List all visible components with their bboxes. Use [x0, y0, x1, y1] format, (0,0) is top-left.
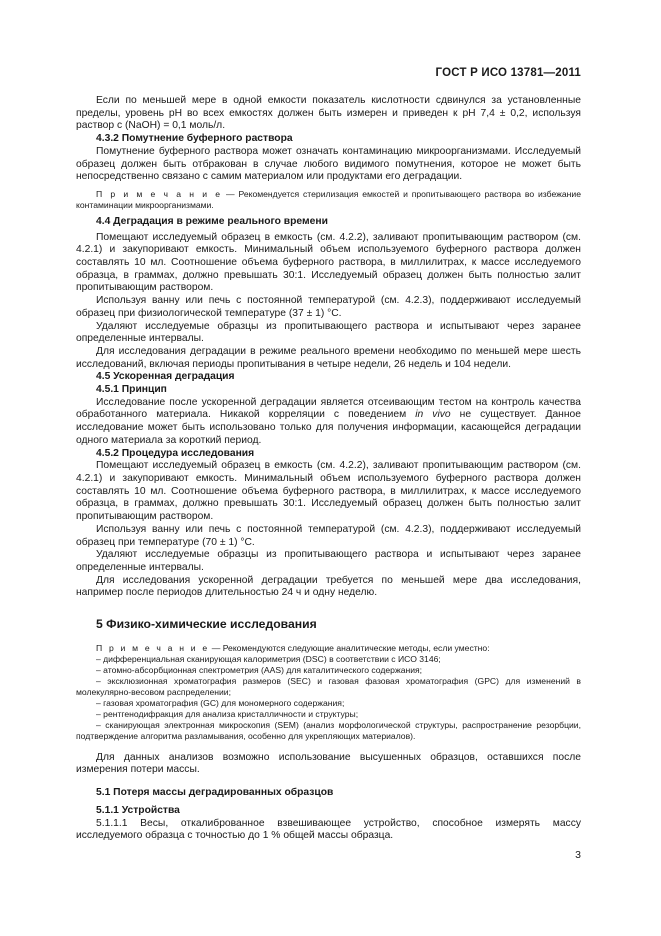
list-item: – атомно-абсорбционная спектрометрия (AAS) для каталитического содержания;: [96, 664, 423, 675]
note-label: П р и м е ч а н и е: [96, 188, 223, 199]
list-item: – дифференциальная сканирующая калориметрия (DSC) в соответствии с ИСО 3146;: [96, 653, 441, 664]
paragraph: Используя ванну или печь с постоянной температурой (см. 4.2.3), поддерживают исследуемый образец при температуре (70 ± 1) °C.: [76, 523, 581, 548]
paragraph: Для данных анализов возможно использование высушенных образцов, оставшихся после измерения потери массы.: [76, 751, 581, 776]
list-item: – рентгенодифракция для анализа кристалличности и структуры;: [96, 708, 359, 719]
section-heading-5-1: 5.1 Потеря массы деградированных образцов: [96, 787, 334, 799]
paragraph: Удаляют исследуемые образцы из пропитывающего раствора и испытывают через заранее определенные интервалы.: [76, 549, 581, 573]
paragraph: [76, 397, 581, 448]
note-text: — Рекомендуется стерилизация емкостей и пропитывающего раствора во избежание контаминации микроорганизмами.: [76, 188, 581, 210]
paragraph-italic: in vivo: [415, 409, 451, 421]
section-heading-4-5-1: 4.5.1 Принцип: [96, 384, 167, 396]
section-heading-5: 5 Физико-химические исследования: [96, 617, 317, 632]
note: [76, 189, 581, 211]
paragraph: Используя ванну или печь с постоянной температурой (см. 4.2.3), поддерживают исследуемый образец при физиологической температуре (37 ± 1) °C.: [76, 295, 581, 319]
note-text: — Рекомендуются следующие аналитические методы, если уместно:: [209, 642, 490, 653]
paragraph: Помещают исследуемый образец в емкость (см. 4.2.2), заливают пропитывающим раствором (см. 4.2.1) и закупоривают емкость. Минимальный объем используемого буферного раствора должен составлять 10 мл. Соотношение объема буферного раствора, в миллилитрах, к массе исследуемого образца, в граммах, должно превышать 30:1. Исследуемый образец должен быть полностью залит пропитывающим раствором.: [76, 460, 581, 523]
section-heading-4-4: 4.4 Деградация в режиме реального времени: [96, 215, 328, 227]
list-item: – сканирующая электронная микроскопия (SEM) (анализ морфологической структуры, распространение резорбции, подтверждение алгоритма разламывания, особенно для укрепляющих материалов).: [76, 719, 581, 741]
note-label: П р и м е ч а н и е: [96, 642, 210, 653]
paragraph: Для исследования ускоренной деградации требуется по меньшей мере два исследования, например после периодов длительностью 24 ч и одну неделю.: [76, 574, 581, 599]
paragraph-part: не существует. Данное исследование может быть использовано только для получения информации, касающейся деградации одного материала за короткий период.: [76, 409, 581, 446]
paragraph: Помутнение буферного раствора может означать контаминацию микроорганизмами. Исследуемый образец должен быть отбракован в случае любого видимого помутнения, которое не может быть непосредственно связано с самим материалом или продуктами его деградации.: [76, 145, 581, 183]
page-number: 3: [575, 849, 581, 861]
paragraph-part: Исследование после ускоренной деградации является отсеивающим тестом на контроль качества обработанного материала. Никакой корреляции с поведением: [76, 396, 581, 421]
page-body: [76, 95, 581, 843]
list-item: – газовая хроматография (GC) для мономерного содержания;: [96, 697, 345, 708]
note: [76, 643, 581, 654]
methods-list: [76, 654, 581, 742]
section-heading-4-3-2: 4.3.2 Помутнение буферного раствора: [96, 133, 293, 145]
section-heading-4-5: 4.5 Ускоренная деградация: [96, 371, 235, 383]
paragraph: Удаляют исследуемые образцы из пропитывающего раствора и испытывают через заранее определенные интервалы.: [76, 320, 581, 345]
document-code: ГОСТ Р ИСО 13781—2011: [435, 67, 581, 79]
list-item: – эксклюзионная хроматография размеров (SEC) и газовая фазовая хроматография (GPC) для изменений в молекулярно-весовом распределении;: [76, 675, 581, 697]
section-heading-5-1-1: 5.1.1 Устройства: [96, 804, 180, 816]
paragraph: Для исследования деградации в режиме реального времени необходимо по меньшей мере шесть исследований, включая периоды пропитывания в четыре недели, 26 недель и 104 недели.: [76, 345, 581, 370]
section-heading-4-5-2: 4.5.2 Процедура исследования: [96, 447, 255, 459]
paragraph: Помещают исследуемый образец в емкость (см. 4.2.2), заливают пропитывающим раствором (см. 4.2.1) и закупоривают емкость. Минимальный объем используемого буферного раствора должен составлять 10 мл. Соотношение объема буферного раствора, в миллилитрах, к массе исследуемого образца, в граммах, должно превышать 30:1. Исследуемый образец должен быть полностью залит пропитывающим раствором.: [76, 231, 581, 294]
paragraph: 5.1.1.1 Весы, откалиброванное взвешивающее устройство, способное измерять массу исследуемого образца с точностью до 1 % общей массы образца.: [76, 817, 581, 842]
paragraph: Если по меньшей мере в одной емкости показатель кислотности сдвинулся за установленные пределы, уровень pH во всех емкостях должен быть измерен и приведен к pH 7,4 ± 0,2, используя раствор c (NaOH) = 0,1 моль/л.: [76, 95, 581, 132]
